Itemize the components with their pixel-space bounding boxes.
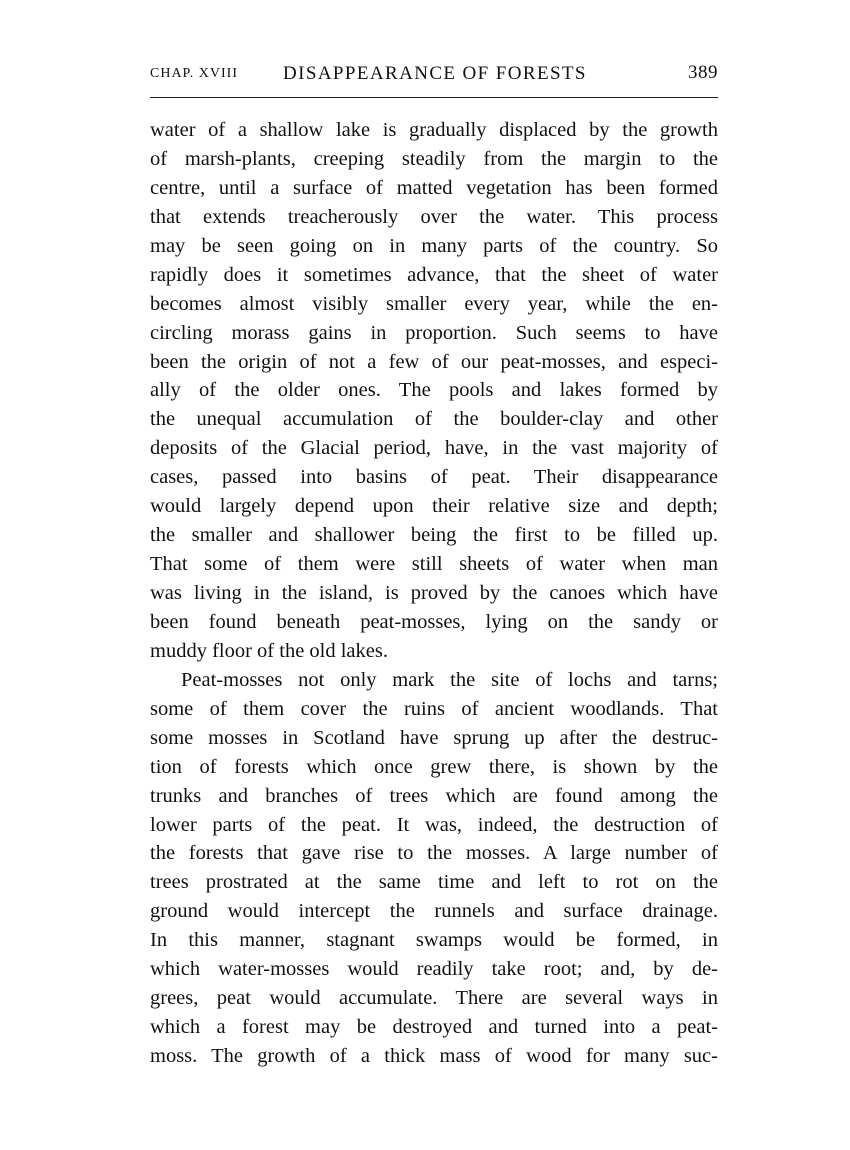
page-number: 389 [688, 62, 718, 83]
text-line: ally of the older ones. The pools and lakes formed by [150, 379, 718, 402]
text-line: the unequal accumulation of the boulder-clay and other [150, 408, 718, 431]
text-line: deposits of the Glacial period, have, in the vast majority of [150, 437, 718, 460]
text-line: trunks and branches of trees which are found among the [150, 784, 718, 807]
text-line: the forests that gave rise to the mosses. A large number of [150, 842, 718, 865]
text-line: muddy floor of the old lakes. [150, 639, 388, 662]
text-line: was living in the island, is proved by the canoes which have [150, 582, 718, 604]
text-line: grees, peat would accumulate. There are several ways in [150, 987, 718, 1010]
text-line: In this manner, stagnant swamps would be formed, in [150, 929, 718, 952]
text-line: rapidly does it sometimes advance, that the sheet of water [150, 263, 718, 286]
text-line: trees prostrated at the same time and left to rot on the [150, 871, 718, 894]
text-line: ground would intercept the runnels and surface drainage. [150, 900, 718, 923]
text-line: moss. The growth of a thick mass of wood for many suc- [150, 1045, 718, 1067]
running-head [150, 60, 718, 94]
text-line: That some of them were still sheets of water when man [150, 553, 718, 576]
body-text [150, 116, 718, 1071]
text-line: centre, until a surface of matted vegetation has been formed [150, 176, 718, 199]
text-line: water of a shallow lake is gradually displaced by the growth [150, 119, 718, 141]
text-line: that extends treacherously over the water. This process [150, 205, 718, 228]
header-rule [150, 97, 718, 98]
text-line: tion of forests which once grew there, is shown by the [150, 755, 718, 778]
text-line: cases, passed into basins of peat. Their disappearance [150, 466, 718, 489]
text-line: may be seen going on in many parts of the country. So [150, 234, 718, 257]
text-line: some mosses in Scotland have sprung up after the destruc- [150, 726, 718, 749]
text-line: the smaller and shallower being the first to be filled up. [150, 524, 718, 547]
text-line: lower parts of the peat. It was, indeed, the destruction of [150, 813, 718, 836]
page-title: DISAPPEARANCE OF FORESTS [283, 63, 587, 84]
text-line: of marsh-plants, creeping steadily from the margin to the [150, 147, 718, 170]
text-line: which water-mosses would readily take root; and, by de- [150, 958, 718, 981]
text-line: would largely depend upon their relative size and depth; [150, 495, 718, 518]
text-line: some of them cover the ruins of ancient woodlands. That [150, 697, 718, 720]
text-line: circling morass gains in proportion. Such seems to have [150, 321, 718, 344]
text-line: becomes almost visibly smaller every year, while the en- [150, 292, 718, 315]
text-line: been found beneath peat-mosses, lying on the sandy or [150, 610, 718, 633]
text-line: been the origin of not a few of our peat-mosses, and especi- [150, 350, 718, 373]
paragraph-first-line: Peat-mosses not only mark the site of lochs and tarns; [181, 668, 718, 691]
chapter-label: CHAP. XVIII [150, 66, 238, 81]
text-line: which a forest may be destroyed and turned into a peat- [150, 1016, 718, 1039]
